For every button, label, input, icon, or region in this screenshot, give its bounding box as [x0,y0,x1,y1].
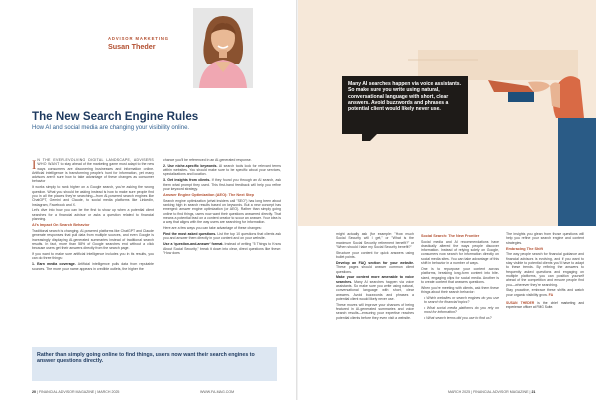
left-page [0,0,297,400]
author-portrait-icon [193,8,253,88]
drop-cap: I [32,157,37,172]
bold-lead: Use a 'question-and-answer' format. [163,242,224,247]
section-heading: Answer Engine Optimization (AEO): The Next Step [163,193,254,198]
paragraph-text: These pages should answer common client questions. [336,265,414,274]
paragraph: The insights you glean from those questions will help you refine your search engine and content strategies. [506,232,584,245]
paragraph: chance you'll be referenced in an AI-generated response. [163,158,252,162]
section-heading: Social Search: The New Frontier [421,234,480,238]
paragraph [32,262,154,271]
paragraph: Social media and AI recommendations have drastically altered the ways people discover information. Instead of relying solely on Google, consumers now search for information directly on social media sites. You can take advantage of this shift in behavior in a number of ways. [421,239,499,266]
bullet-item: • What social media platforms do you rely on most for information? [424,306,499,315]
issue-date: MARCH 2025 [97,390,120,394]
text-column-3 [336,232,414,384]
author-name: Susan Theder [108,42,156,51]
text-column-4 [421,232,499,384]
paragraph: Here are a few ways you can take advantage of these changes: [163,226,262,231]
paragraph: Traditional search is changing. AI-powered platforms like ChatGPT and Claude generate responses that pull data from multiple sources, and even Google is increasingly displaying AI-generated summaries instead of traditional search results. In fact, more than 58% of Google searches end without a click because users get their answers directly from the search page. [32,228,154,251]
bold-lead: 1. Earn media coverage. [32,262,76,267]
paragraph: Let's dive into how you can be the first to show up when a potential client searches for a financial advisor or asks a question related to financial planning. [32,208,154,222]
paragraph: These moves will improve your chances of being featured in AI-generated summaries and voice search results—ensuring your expertise reaches potential clients before they even visit a website. [336,302,414,320]
bold-lead: 3. Get insights from clients. [163,178,211,183]
paragraph-text: AI search tools look for relevant terms within websites. You should make sure to be specific about your services, specializations and location. [163,163,282,177]
illustration [298,0,596,226]
intro-caps: N THE EVER-EVOLVING DIGITAL LANDSCAPE, ADVISERS WHO WANT [37,158,154,167]
right-page [298,0,596,400]
paragraph: Search engine optimization (what insiders call "SEO") has long been about ranking high in search results based on keywords. But a new concept has emerged: answer engine optimization (or AEO). Rather than simply going online to find things, users now want their questions answered directly. That means a potential lead on a content creator to scour an answer. Your idea is a way that aligns with the way users are searching for information. [163,198,281,225]
speech-bubble-tail [362,133,378,141]
folio-url: WWW.FA-MAG.COM [200,390,235,394]
author-bio [506,301,584,309]
text-column-2 [163,158,281,343]
issue-date: MARCH 2025 [448,390,471,394]
bullet-item: • What search terms did you use to find us? [424,316,492,321]
column-label: ADVISOR MARKETING [108,36,169,41]
paragraph [506,288,584,297]
bold-lead: 2. Use niche-specific keywords. [163,163,218,168]
paragraph-text: Stay proactive, embrace these shifts and watch your organic visibility grow. [506,288,584,297]
paragraph: If you want to make sure artificial intelligence includes you in its results, you can do three things: [32,252,154,261]
end-mark: FA [548,292,554,297]
paragraph: When you're meeting with clients, ask them these things about their search behavior: [421,285,499,295]
paragraph [163,232,281,241]
author-photo [193,8,253,88]
bold-lead: Develop an FAQ section for your website. [336,260,414,265]
page-number: 21 [531,390,536,394]
paragraph [163,164,281,177]
paragraph-text: If they found you through an AI search, ask them what prompt they used. This first-hand feedback will help you refine your keyword strategy. [163,178,281,191]
folio-left: 20 | FINANCIAL ADVISOR MAGAZINE | MARCH 2025 [32,390,120,394]
text-column-1 [32,158,154,343]
intro-text: to stay ahead of the marketing game must adapt to the new ways consumers are discovering businesses and information online. Artificial intelligence is transforming people's hunt for information, yet many advisors aren't sure how to take advantage of these changes as consumer behavior [32,162,154,184]
section-heading: AI's Impact On Search Behavior [32,223,90,228]
paragraph: One is to repurpose your content across platforms, breaking long-form content into bite-sized, engaging clips for social media. Another is to create content that answers questions. [421,266,499,284]
paragraph-text: Many AI searches happen via voice assistants. So make sure you write using natural, conversational language with short, clear answers. Avoid buzzwords and phrases a potential client would likely never use. [336,279,415,301]
paragraph-text: Instead of writing "5 Things to Know About Social Security," break it down into clear, direct questions like these: "How does [163,242,281,255]
text-column-5 [506,232,584,384]
paragraph-text: List the top 10 questions that clients ask you and answer them directly in your content and on your website. [163,232,281,241]
article-headline: The New Search Engine Rules [32,110,199,123]
paragraph: The way people search for financial guidance and financial advisors is evolving, and if you want to stay visible to potential clients you'll have to adapt to these trends. By refining the answers to frequently asked questions and engaging on multiple platforms, you can position yourself ahead of the competition and ensure people find you—wherever they're searching. [506,252,584,287]
paragraph [336,275,414,301]
intro-paragraph [32,158,154,184]
bullet-item: • Which websites or search engines do you use to search for financial topics? [424,295,499,305]
section-heading: Embracing The Shift [506,246,543,251]
pull-quote: Rather than simply going online to find things, users now want their search engines to answer questions directly. [32,347,277,381]
bold-lead: Find the most asked questions. [163,232,217,237]
paragraph-text: Artificial intelligence pulls data from reputable sources. The more your name appears in credible outlets, the higher the [32,262,155,271]
paragraph: It works simply to rank higher on a Google search, you're asking the wrong question. What you should be asking instead is how to make sure people find you in all the places they're searching—from AI-powered search engines like ChatGPT, Gemini and Claude, to social media platforms like LinkedIn, Instagram, Facebook and X. [32,185,154,207]
bio-name: SUSAN THEDER [506,301,535,306]
paragraph [163,178,281,191]
folio-right: MARCH 2025 | FINANCIAL ADVISOR MAGAZINE | 21 [448,390,536,394]
paragraph: might actually ask (for example: "How much Social Security will I get," or "What is the maximum Social Security retirement benefit?" or "When should I take my Social Security benefit?" [336,232,414,249]
article-subhead: How AI and social media are changing your visibility online. [32,125,190,131]
paragraph [163,242,281,255]
publication-name: FINANCIAL ADVISOR MAGAZINE [473,390,529,394]
page-number: 20 [32,390,36,394]
bold-lead: Make your content more amenable to voice searches. [336,275,414,284]
paragraph [336,261,414,274]
speech-bubble: Many AI searches happen via voice assistants. So make sure you write using natural, conversational language with short, clear answers. Avoid buzzwords and phrases a potential client would likely never use. [342,76,468,134]
paragraph: Structure your content for quick answers using bullet points. [336,250,414,260]
bio-text: is the chief marketing and experience officer at FMG Suite. [506,301,584,310]
publication-name: FINANCIAL ADVISOR MAGAZINE [38,390,95,394]
